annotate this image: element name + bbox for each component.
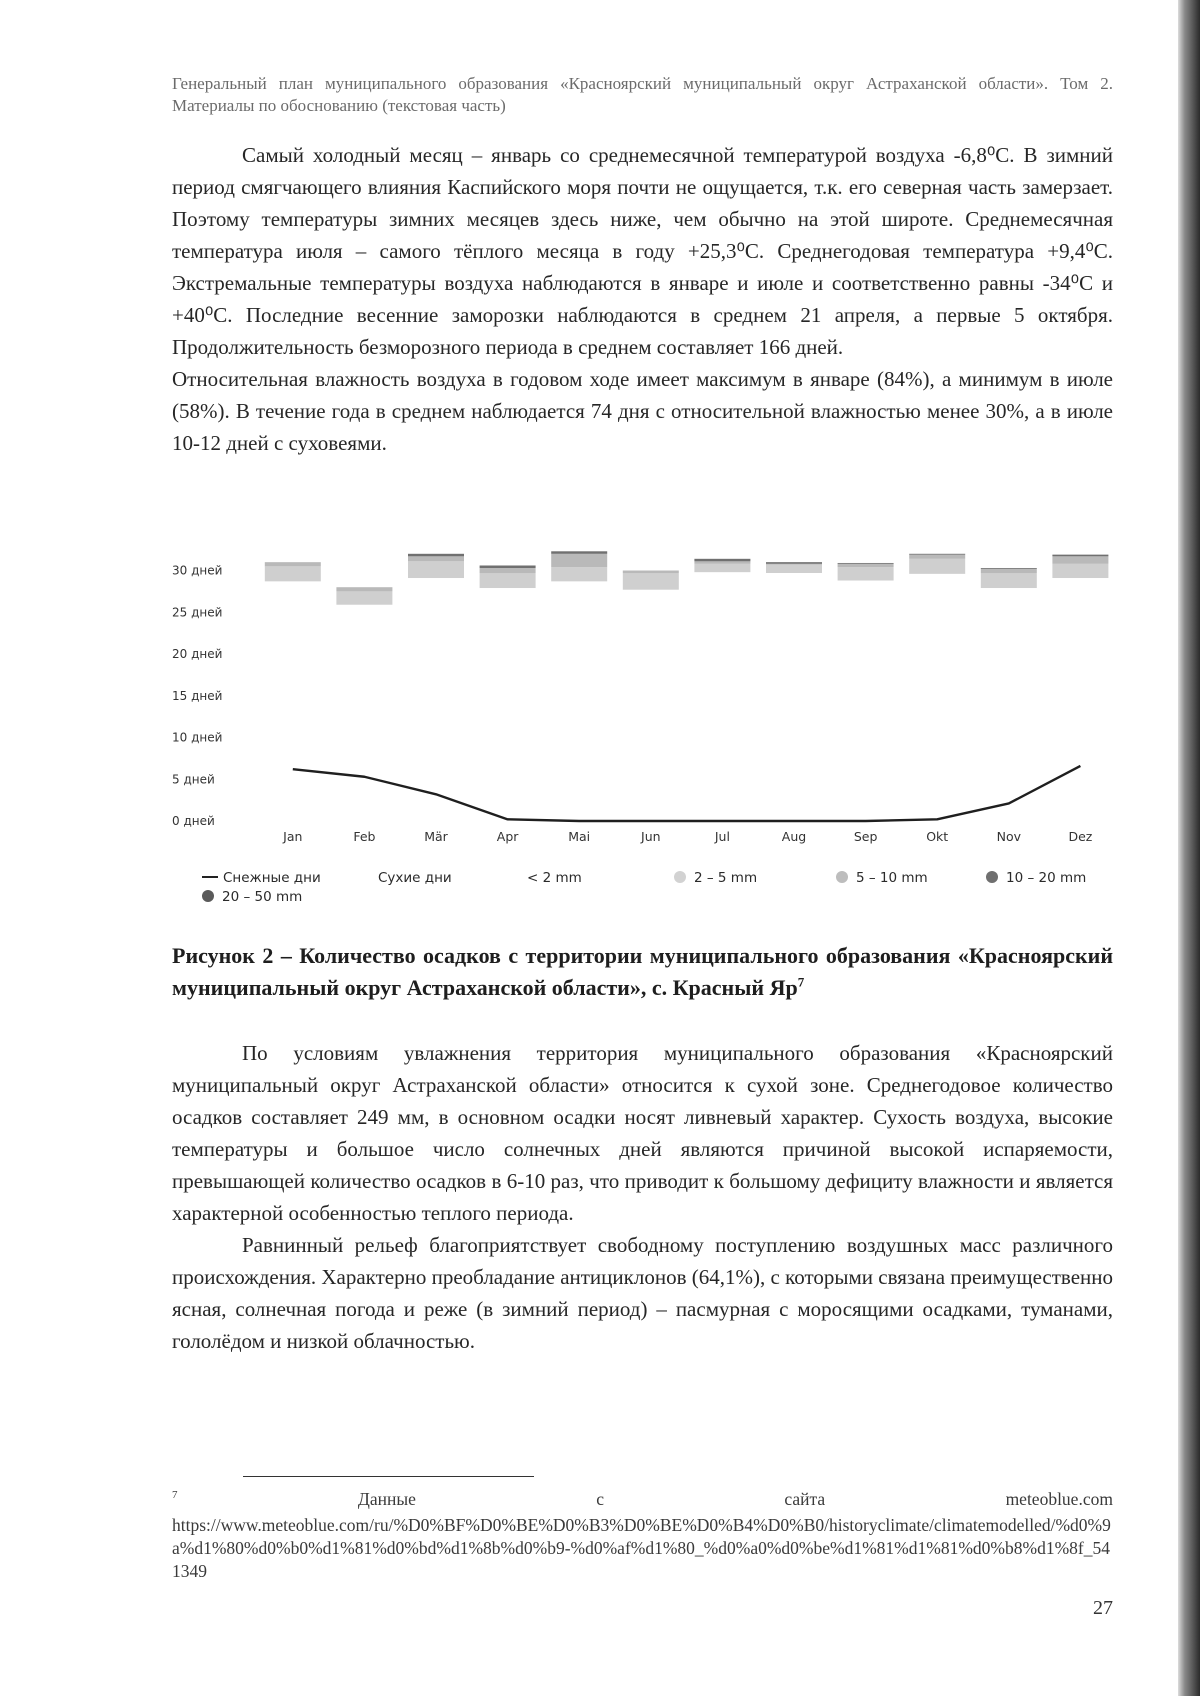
- precip-bar-segment: [981, 573, 1037, 588]
- precip-bar-segment: [838, 563, 894, 564]
- x-tick-label: Mär: [424, 829, 448, 844]
- precip-bar-segment: [480, 565, 536, 568]
- y-tick-label: 0 дней: [172, 814, 215, 828]
- precip-bar-segment: [909, 554, 965, 555]
- precip-bar-segment: [336, 587, 392, 591]
- precip-bar-segment: [551, 551, 607, 554]
- precip-bar-segment: [551, 661, 607, 821]
- precipitation-chart-svg: [172, 552, 1113, 862]
- legend-item-less-2mm: < 2 mm: [527, 870, 582, 886]
- dot-icon: [836, 871, 848, 883]
- precip-bar-segment: [766, 564, 822, 565]
- precip-bar-segment: [838, 581, 894, 623]
- page-number: 27: [1093, 1597, 1113, 1619]
- precip-bar-segment: [838, 564, 894, 567]
- precip-bar-segment: [766, 623, 822, 821]
- precip-bar-segment: [623, 590, 679, 644]
- footnote-reference: 7: [797, 974, 805, 990]
- figure-caption: Рисунок 2 – Количество осадков с территории муниципального образования «Красноярский муниципальный округ Астраханской области», с. Красный $Яр^7$: [172, 943, 1113, 1000]
- precip-bar-segment: [336, 605, 392, 658]
- precip-bar-segment: [1052, 645, 1108, 821]
- precip-bar-segment: [265, 562, 321, 566]
- precip-bar-segment: [766, 573, 822, 623]
- precip-bar-segment: [909, 574, 965, 631]
- precip-bar-segment: [408, 561, 464, 578]
- precip-bar-segment: [1052, 555, 1108, 557]
- precip-bar-segment: [265, 566, 321, 581]
- x-tick-label: Jul: [714, 829, 730, 844]
- precip-bar-segment: [981, 568, 1037, 569]
- precip-bar-segment: [623, 573, 679, 590]
- footnote-word: с: [596, 1489, 605, 1509]
- y-tick-label: 10 дней: [172, 730, 223, 745]
- precip-bar-segment: [766, 562, 822, 564]
- precip-bar-segment: [909, 555, 965, 559]
- x-tick-label: Feb: [353, 829, 376, 844]
- y-tick-label: 25 дней: [172, 605, 223, 620]
- precip-bar-segment: [909, 631, 965, 821]
- running-header: Генеральный план муниципального образования «Красноярский муниципальный округ Астраханской области». Том 2. Материалы по обоснованию (текстовая часть): [172, 74, 1113, 115]
- footnote-word: meteoblue.com: [1005, 1489, 1113, 1509]
- precip-bar-segment: [408, 578, 464, 647]
- precipitation-chart: [172, 552, 1113, 912]
- precip-bar-segment: [408, 554, 464, 557]
- x-tick-label: Sep: [853, 829, 878, 844]
- precip-bar-segment: [408, 556, 464, 561]
- precip-bar-segment: [480, 568, 536, 573]
- precip-bar-segment: [838, 567, 894, 580]
- precip-bar-segment: [551, 554, 607, 567]
- footnote-word: сайта: [784, 1489, 826, 1509]
- x-tick-label: Aug: [781, 829, 807, 844]
- line-marker-icon: [202, 876, 218, 878]
- precip-bar-segment: [694, 559, 750, 562]
- precip-bar-segment: [981, 569, 1037, 573]
- precip-bar-segment: [265, 581, 321, 639]
- text-block-moisture: [172, 1037, 1113, 1357]
- precip-bar-segment: [480, 588, 536, 655]
- precip-bar-segment: [909, 559, 965, 574]
- footnote-first-line: [172, 1488, 1113, 1514]
- x-tick-label: Mai: [568, 829, 591, 844]
- footnote-mark: 7: [172, 1489, 178, 1501]
- x-tick-label: Jan: [283, 829, 303, 844]
- x-tick-label: Apr: [496, 829, 519, 844]
- paragraph-temperature: Самый холодный месяц – январь со среднемесячной температурой воздуха -6,8⁰С. В зимний период смягчающего влияния Каспийского моря почти не ощущается, т.к. его северная часть замерзает. Поэтому температуры зимних месяцев здесь ниже, чем обычно на этой широте. Среднемесячная температура июля – самого тёплого месяца в году +25,3⁰С. Среднегодовая температура +9,4⁰С. Экстремальные температуры воздуха наблюдаются в январе и июле и соответственно равны -34⁰С и +40⁰С. Последние весенние заморозки наблюдаются в среднем 21 апреля, а первые 5 октября. Продолжительность безморозного периода в среднем составляет 166 дней.: [172, 143, 1113, 359]
- precip-bar-segment: [336, 591, 392, 604]
- precip-bar-segment: [1052, 564, 1108, 578]
- dot-icon: [202, 890, 214, 902]
- x-tick-label: Dez: [1068, 829, 1093, 844]
- precip-bar-segment: [336, 657, 392, 821]
- paragraph-humidity: Относительная влажность воздуха в годовом ходе имеет максимум в январе (84%), а минимум в июле (58%). В течение года в среднем наблюдается 74 дня с относительной влажностью менее 30%, а в июле 10-12 дней с суховеями.: [172, 367, 1113, 455]
- y-tick-label: 30 дней: [172, 563, 223, 578]
- precip-bar-segment: [694, 564, 750, 572]
- footnote-url: https://www.meteoblue.com/ru/%D0%BF%D0%BE%D0%B3%D0%BE%D0%B4%D0%B0/historyclimate/climatemodelled/%d0%9a%d1%80%d0%b0%d1%81%d0%bd%d1%8b%d0%b9-%d0%af%d1%80_%d0%a0%d0%be%d1%81%d1%81%d0%b8%d1%8f_541349: [172, 1515, 1111, 1581]
- paragraph-relief: Равнинный рельеф благоприятствует свободному поступлению воздушных масс различного происхождения. Характерно преобладание антициклонов (64,1%), с которыми связана преимущественно ясная, солнечная погода и реже (в зимний период) – пасмурная с моросящими осадками, туманами, гололёдом и низкой облачностью.: [172, 1233, 1113, 1353]
- footnote-word: Данные: [357, 1489, 416, 1509]
- chart-legend: [202, 870, 1102, 908]
- precip-bar-segment: [480, 573, 536, 588]
- precip-bar-segment: [766, 565, 822, 573]
- legend-item-2-5mm: 2 – 5 mm: [674, 870, 757, 886]
- legend-item-dry-days: Сухие дни: [378, 870, 452, 886]
- precip-bar-segment: [838, 622, 894, 821]
- legend-item-5-10mm: 5 – 10 mm: [836, 870, 928, 886]
- legend-item-20-50mm: 20 – 50 mm: [202, 889, 302, 905]
- x-tick-label: Jun: [641, 829, 661, 844]
- dot-icon: [986, 871, 998, 883]
- dot-icon: [674, 871, 686, 883]
- precip-bar-segment: [1052, 578, 1108, 645]
- precip-bar-segment: [480, 655, 536, 821]
- precip-bar-segment: [694, 631, 750, 821]
- precip-bar-segment: [981, 588, 1037, 642]
- text-block-climate: [172, 139, 1113, 459]
- precip-bar-segment: [623, 644, 679, 821]
- legend-row-1: [202, 870, 1102, 889]
- legend-row-2: [202, 889, 1102, 908]
- legend-item-10-20mm: 10 – 20 mm: [986, 870, 1086, 886]
- footnote: [172, 1488, 1113, 1583]
- x-tick-label: Okt: [926, 829, 949, 844]
- precip-bar-segment: [551, 581, 607, 660]
- precip-bar-segment: [623, 571, 679, 574]
- precip-bar-segment: [551, 567, 607, 581]
- precip-bar-segment: [265, 640, 321, 821]
- precip-bar-segment: [694, 561, 750, 564]
- y-tick-label: 20 дней: [172, 647, 223, 661]
- paragraph-moisture: По условиям увлажнения территория муниципального образования «Красноярский муниципальный округ Астраханской области» относится к сухой зоне. Среднегодовое количество осадков составляет 249 мм, в основном осадки носят ливневый характер. Сухость воздуха, высокие температуры и большое число солнечных дней являются причиной высокой испаряемости, превышающей количество осадков в 6-10 раз, что приводит к большому дефициту влажности и является характерной особенностью теплого периода.: [172, 1041, 1113, 1225]
- footnote-separator: [243, 1476, 534, 1477]
- x-tick-label: Nov: [996, 829, 1022, 844]
- y-tick-label: 5 дней: [172, 772, 215, 787]
- scan-page-edge: [1178, 0, 1200, 1696]
- legend-item-snow-days: Снежные дни: [202, 870, 321, 886]
- precip-bar-segment: [694, 572, 750, 631]
- y-tick-label: 15 дней: [172, 688, 223, 703]
- precip-bar-segment: [1052, 556, 1108, 564]
